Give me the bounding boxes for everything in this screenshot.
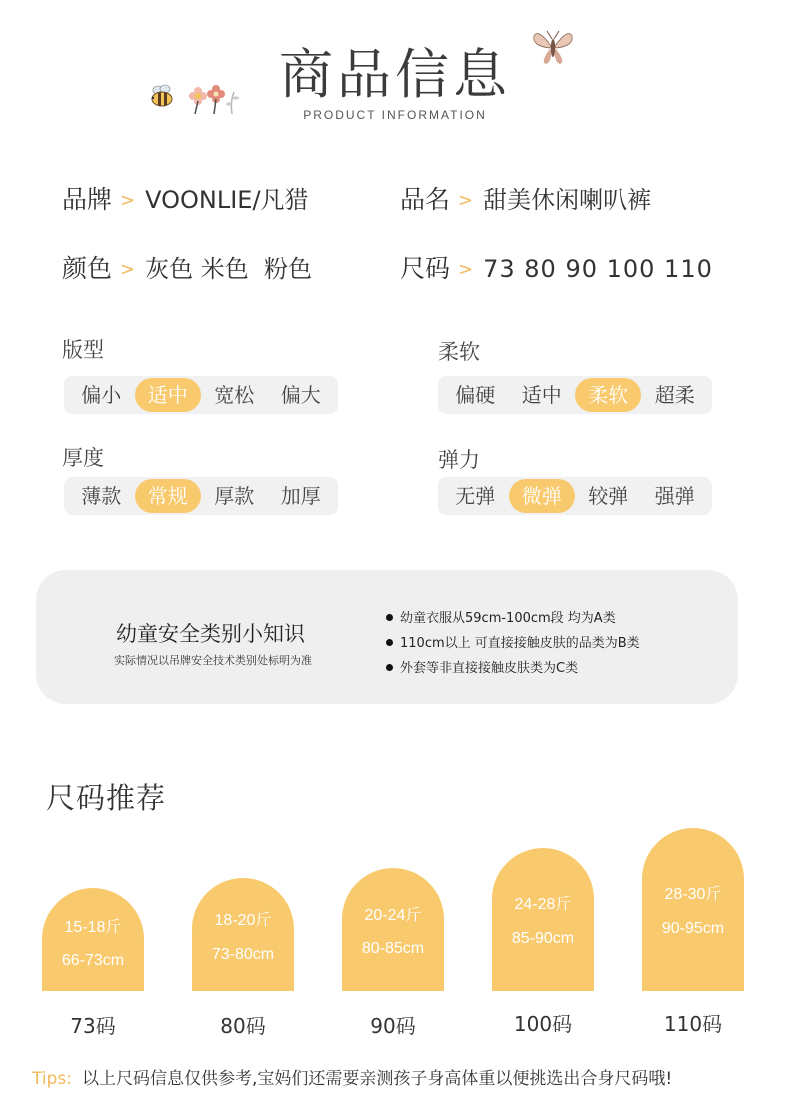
page-title: 商品信息 <box>279 43 511 106</box>
tips-key: Tips: <box>32 1069 72 1089</box>
brand-value: VOONLIE/凡猎 <box>145 186 309 214</box>
info-name <box>400 180 651 216</box>
card-bullet <box>386 607 616 626</box>
size-arch-90 <box>342 868 444 991</box>
scale-option-selected: 适中 <box>135 378 201 412</box>
chevron-right-icon: > <box>458 190 474 211</box>
brand-label: 品牌 <box>62 185 113 214</box>
bullet-dot-icon <box>386 614 393 621</box>
scale-option: 宽松 <box>214 383 255 407</box>
weight-range: 28-30斤 <box>664 886 722 903</box>
size-label: 100码 <box>513 1012 573 1036</box>
scale-option: 厚款 <box>214 484 255 508</box>
softness-title: 柔软 <box>438 340 480 364</box>
chevron-right-icon: > <box>120 259 136 280</box>
tips-line <box>32 1064 672 1089</box>
size-label: 尺码 <box>400 254 451 283</box>
color-label: 颜色 <box>62 254 113 283</box>
size-label: 90码 <box>370 1014 416 1038</box>
thickness-scale <box>64 477 338 515</box>
size-recommendation-heading: 尺码推荐 <box>46 781 167 815</box>
scale-option: 适中 <box>521 383 562 407</box>
bullet-dot-icon <box>386 639 393 646</box>
bee-icon <box>148 84 176 110</box>
bullet-text: 外套等非直接接触皮肤类为C类 <box>400 661 579 676</box>
weight-range: 20-24斤 <box>364 907 422 924</box>
scale-option: 无弹 <box>455 484 496 508</box>
size-label: 73码 <box>70 1014 116 1038</box>
card-title: 幼童安全类别小知识 <box>116 622 305 646</box>
size-arch-80 <box>192 878 294 991</box>
scale-option: 薄款 <box>81 484 122 508</box>
height-range: 66-73cm <box>61 952 125 969</box>
fit-scale <box>64 376 338 414</box>
size-label: 80码 <box>220 1014 266 1038</box>
scale-option: 超柔 <box>654 383 695 407</box>
height-range: 85-90cm <box>511 930 575 947</box>
info-size <box>400 249 713 285</box>
scale-option: 偏小 <box>81 383 122 407</box>
weight-range: 15-18斤 <box>64 919 122 936</box>
flower-icon <box>186 84 244 118</box>
size-label: 110码 <box>663 1012 723 1036</box>
card-bullet <box>386 632 640 651</box>
scale-option-selected: 微弹 <box>509 479 575 513</box>
scale-option: 加厚 <box>280 484 321 508</box>
height-range: 73-80cm <box>211 946 275 963</box>
fit-title: 版型 <box>62 338 104 362</box>
softness-scale <box>438 376 712 414</box>
elasticity-title: 弹力 <box>438 448 480 472</box>
color-value: 灰色 米色 粉色 <box>145 255 312 283</box>
scale-option: 强弹 <box>654 484 695 508</box>
bullet-text: 幼童衣服从59cm-100cm段 均为A类 <box>400 611 616 626</box>
thickness-title: 厚度 <box>62 446 104 470</box>
bullet-text: 110cm以上 可直接接触皮肤的品类为B类 <box>400 636 640 651</box>
safety-knowledge-card <box>36 570 738 704</box>
tips-text: 以上尺码信息仅供参考,宝妈们还需要亲测孩子身高体重以便挑选出合身尺码哦! <box>81 1069 673 1089</box>
height-range: 80-85cm <box>361 940 425 957</box>
name-label: 品名 <box>400 185 451 214</box>
weight-range: 18-20斤 <box>214 912 272 929</box>
weight-range: 24-28斤 <box>514 896 572 913</box>
scale-option: 较弹 <box>588 484 629 508</box>
butterfly-icon <box>530 26 576 68</box>
chevron-right-icon: > <box>458 259 474 280</box>
height-range: 90-95cm <box>661 920 725 937</box>
scale-option-selected: 柔软 <box>575 378 641 412</box>
elasticity-scale <box>438 477 712 515</box>
info-color <box>62 249 312 285</box>
bullet-dot-icon <box>386 664 393 671</box>
size-arch-110 <box>642 828 744 991</box>
page-subtitle: PRODUCT INFORMATION <box>303 108 487 122</box>
size-arch-73 <box>42 888 144 991</box>
card-bullet <box>386 657 578 676</box>
info-brand <box>62 180 309 216</box>
card-note: 实际情况以吊牌安全技术类别处标明为准 <box>114 654 312 667</box>
size-value: 73 80 90 100 110 <box>483 255 713 283</box>
scale-option: 偏硬 <box>455 383 496 407</box>
name-value: 甜美休闲喇叭裤 <box>483 186 652 214</box>
size-arch-100 <box>492 848 594 991</box>
chevron-right-icon: > <box>120 190 136 211</box>
scale-option-selected: 常规 <box>135 479 201 513</box>
scale-option: 偏大 <box>280 383 321 407</box>
